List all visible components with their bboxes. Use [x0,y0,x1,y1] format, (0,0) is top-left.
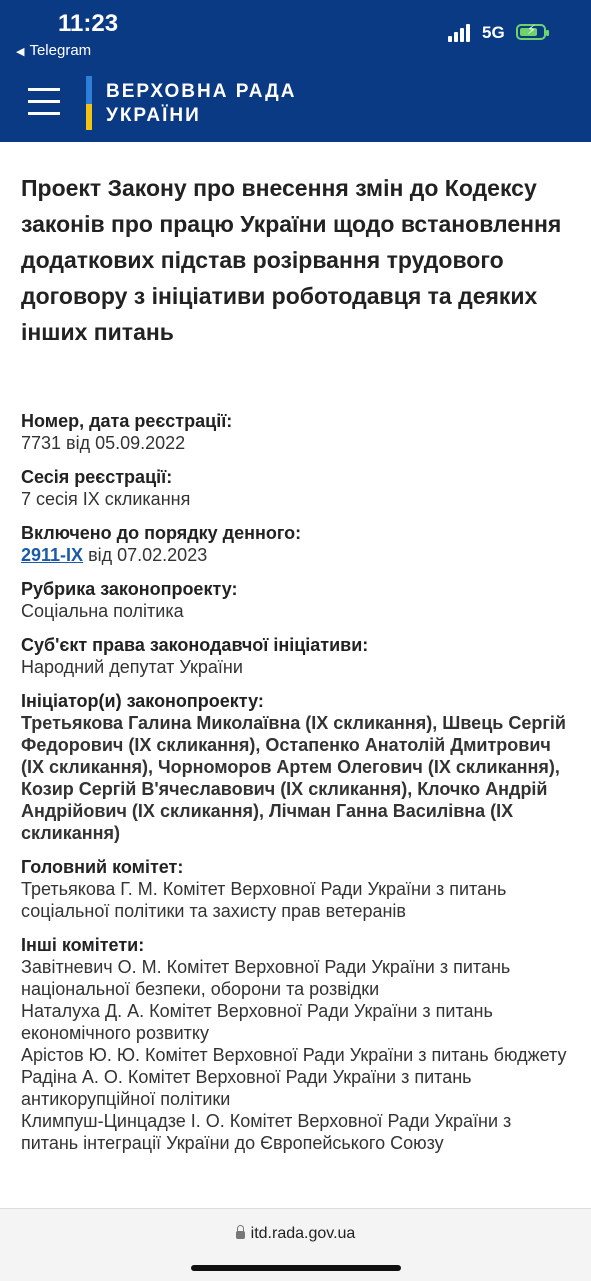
session-value: 7 сесія IX скликання [21,489,191,509]
rubric-field [21,578,571,622]
signal-strength-icon [448,24,472,42]
rubric-value: Соціальна політика [21,601,184,621]
lock-icon [236,1231,245,1239]
battery-charging-icon: ⚡ [516,24,546,40]
subject-value: Народний депутат України [21,657,243,677]
initiators-field [21,690,571,844]
back-app-label: Telegram [29,42,92,59]
main-committee-field [21,856,571,922]
bill-details [21,410,571,1154]
other-committee-item: Завітневич О. М. Комітет Верховної Ради України з питань національної безпеки, оборони та розвідки [21,957,511,999]
main-committee-value: Третьякова Г. М. Комітет Верховної Ради України з питань соціальної політики та захисту прав ветеранів [21,879,507,921]
menu-icon[interactable] [28,86,60,116]
subject-field [21,634,571,678]
main-committee-label: Головний комітет: [21,857,184,877]
registration-field [21,410,571,454]
initiators-value: Третьякова Галина Миколаївна (IX скликання), Швець Сергій Федорович (IX скликання), Остапенко Анатолій Дмитрович (IX скликання), Чорноморов Артем Олегович (IX скликання), Козир Сергій В'ячеславович (IX скликання), Клочко Андрій Андрійович (IX скликання), Лічман Ганна Василівна (IX скликання) [21,713,566,843]
subject-label: Суб'єкт права законодавчої ініціативи: [21,635,369,655]
agenda-label: Включено до порядку денного: [21,523,302,543]
browser-address-bar[interactable] [0,1208,591,1281]
other-committees-label: Інші комітети: [21,935,145,955]
back-to-app-link[interactable] [16,42,91,59]
registration-label: Номер, дата реєстрації: [21,411,233,431]
agenda-law-link[interactable]: 2911-IX [21,545,84,565]
status-bar [0,0,591,66]
other-committee-item: Климпуш-Цинцадзе І. О. Комітет Верховної Ради України з питань інтеграції України до Європейського Союзу [21,1111,512,1153]
other-committees-field [21,934,571,1154]
brand-line-1: ВЕРХОВНА РАДА [106,81,297,102]
site-logo-text[interactable] [106,80,296,128]
url-display[interactable] [0,1225,591,1243]
brand-line-2: УКРАЇНИ [106,105,201,126]
back-triangle-icon: ◀ [16,46,25,58]
agenda-value [21,544,571,566]
bill-card [21,170,571,1166]
url-text: itd.rada.gov.ua [250,1225,356,1242]
site-header [0,66,591,142]
rubric-label: Рубрика законопроекту: [21,579,238,599]
bill-title: Проект Закону про внесення змін до Кодексу законів про працю України щодо встановлення додаткових підстав розірвання трудового договору з ініціативи роботодавця та деяких інших питань [21,175,562,345]
initiators-label: Ініціатор(и) законопроекту: [21,691,264,711]
home-indicator[interactable] [191,1265,401,1271]
session-label: Сесія реєстрації: [21,467,173,487]
registration-value: 7731 від 05.09.2022 [21,433,186,453]
status-time: 11:23 [58,10,119,37]
agenda-field [21,522,571,566]
ukraine-flag-logo [86,76,92,130]
network-type: 5G [482,23,505,42]
session-field [21,466,571,510]
other-committee-item: Арістов Ю. Ю. Комітет Верховної Ради України з питань бюджету [21,1045,567,1065]
other-committee-item: Наталуха Д. А. Комітет Верховної Ради України з питань економічного розвитку [21,1001,493,1043]
agenda-date: від 07.02.2023 [83,545,208,565]
other-committee-item: Радіна А. О. Комітет Верховної Ради України з питань антикорупційної політики [21,1067,472,1109]
